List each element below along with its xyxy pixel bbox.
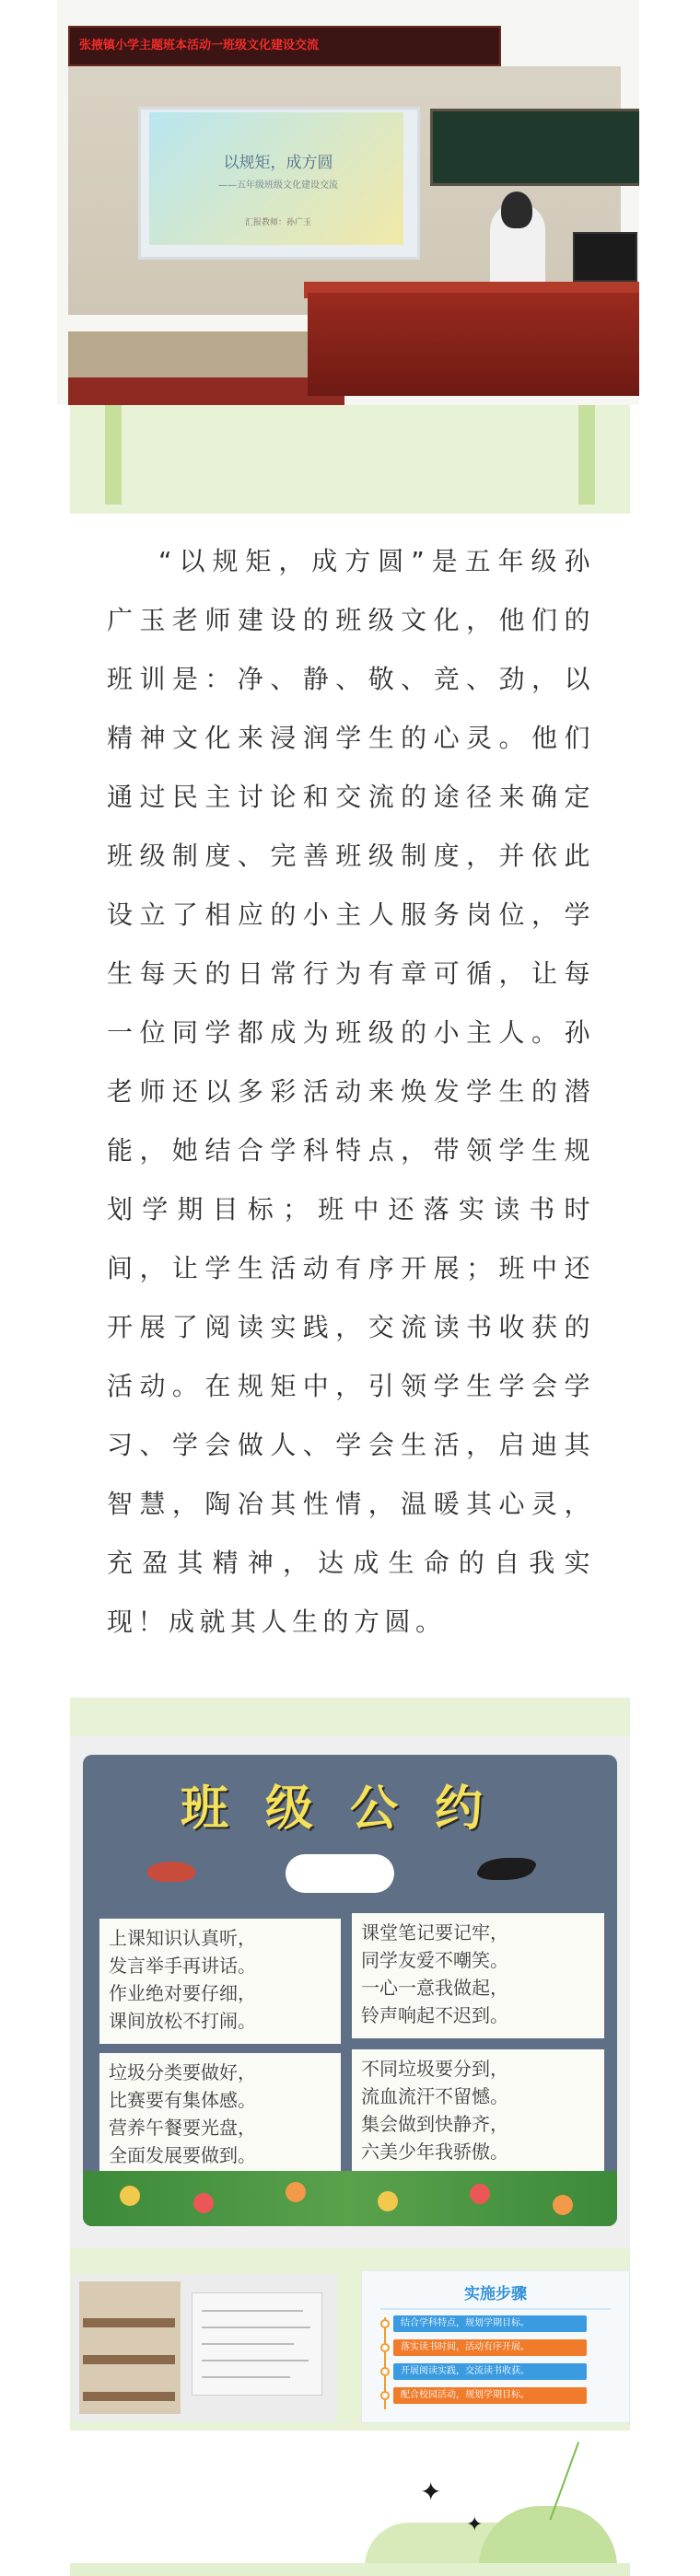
class-rules-photo xyxy=(70,1736,630,2248)
notice-line xyxy=(202,2360,309,2361)
step-marker-icon xyxy=(380,2319,390,2328)
swallow-decoration xyxy=(472,1858,541,1880)
step-marker-icon xyxy=(380,2343,390,2352)
swallow-icon: ✦ xyxy=(466,2513,484,2536)
implementation-steps-slide xyxy=(361,2270,630,2423)
class-rules-board xyxy=(83,1755,617,2226)
shelf-row xyxy=(83,2355,175,2364)
classroom-photo xyxy=(57,0,639,405)
footer-bar xyxy=(70,2563,630,2576)
rule-line: 比赛要有集体感。 xyxy=(109,2089,256,2111)
rule-line: 集会做到快静齐， xyxy=(361,2113,508,2135)
rule-line: 不同垃圾要分到， xyxy=(361,2058,508,2080)
flower-icon xyxy=(553,2195,573,2215)
rule-line: 课间放松不打闹。 xyxy=(109,2010,256,2032)
flower-icon xyxy=(378,2191,398,2211)
podium xyxy=(308,293,639,396)
flower-decoration xyxy=(83,2171,617,2226)
bookshelf xyxy=(79,2281,181,2414)
article-paragraph: “以规矩，成方圆”是五年级孙广玉老师建设的班级文化，他们的班训是：净、静、敬、竞、劲，以精神文化来浸润学生的心灵。他们通过民主讨论和交流的途径来确定班级制度、完善班级制度，并依此设立了相应的小主人服务岗位，学生每天的日常行为有章可循，让每一位同学都成为班级的小主人。孙老师还以多彩活动来焕发学生的潜能，她结合学科特点，带领学生规划学期目标；班中还落实读书时间，让学生活动有序开展；班中还开展了阅读实践，交流读书收获的活动。在规矩中，引领学生学会学习、学会做人、学会生活，启迪其智慧，陶冶其性情，温暖其心灵，充盈其精神，达成生命的自我实现！成就其人生的方圆。 xyxy=(107,546,595,1637)
rule-line: 作业绝对要仔细， xyxy=(109,1982,256,2004)
rule-line: 垃圾分类要做好， xyxy=(109,2061,256,2083)
step-item: 落实读书时间，活动有序开展。 xyxy=(393,2339,587,2356)
rule-line: 一心一意我做起， xyxy=(361,1977,508,1999)
rules-panel-4 xyxy=(352,2049,604,2175)
posted-notice xyxy=(192,2292,322,2396)
flower-icon xyxy=(193,2193,214,2213)
rule-line: 课堂笔记要记牢， xyxy=(361,1921,508,1944)
cloud-decoration xyxy=(286,1854,394,1893)
notice-line xyxy=(202,2376,290,2378)
slide-footer: 汇报教师：孙广玉 xyxy=(244,218,311,227)
rule-line: 营养午餐要光盘， xyxy=(109,2117,256,2139)
rule-line: 发言举手再讲话。 xyxy=(109,1955,256,1977)
slide-subtitle: ——五年级班级文化建设交流 xyxy=(218,180,338,191)
decor-pillar-left xyxy=(105,405,122,505)
slide-title: 以规矩，成方圆 xyxy=(223,154,333,172)
rules-panel-1 xyxy=(99,1919,341,2044)
rule-line: 上课知识认真听， xyxy=(109,1927,256,1949)
speaker-head xyxy=(501,191,532,228)
rule-line: 铃声响起不迟到。 xyxy=(361,2004,508,2026)
event-banner: 张掖镇小学主题班本活动一班级文化建设交流 xyxy=(68,26,501,66)
red-carpet xyxy=(68,377,344,405)
flower-icon xyxy=(470,2184,490,2204)
shelf-row xyxy=(83,2392,175,2401)
step-item: 开展阅读实践，交流读书收获。 xyxy=(393,2363,587,2380)
rule-line: 流血流汗不留憾。 xyxy=(361,2085,508,2107)
steps-divider xyxy=(380,2308,611,2310)
notice-line xyxy=(202,2343,294,2345)
bird-decoration xyxy=(147,1862,195,1882)
steps-title: 实施步骤 xyxy=(464,2285,527,2303)
rule-line: 六美少年我骄傲。 xyxy=(361,2141,508,2163)
swallow-icon: ✦ xyxy=(420,2477,442,2507)
board-title: 班级公约 xyxy=(180,1781,519,1837)
rule-line: 全面发展要做到。 xyxy=(109,2144,256,2166)
rule-line: 同学友爱不嘲笑。 xyxy=(361,1949,508,1971)
flower-icon xyxy=(286,2182,306,2202)
flower-icon xyxy=(120,2186,140,2206)
shelf-row xyxy=(83,2318,175,2327)
step-item: 配合校园活动，规划学期目标。 xyxy=(393,2387,587,2404)
presentation-slide xyxy=(149,112,403,245)
computer-monitor xyxy=(573,232,637,282)
rules-panel-2 xyxy=(352,1913,604,2038)
step-item: 结合学科特点，规划学期目标。 xyxy=(393,2315,587,2332)
step-marker-icon xyxy=(380,2391,390,2400)
article-card xyxy=(70,514,630,1698)
notice-line xyxy=(202,2327,310,2328)
step-marker-icon xyxy=(380,2367,390,2376)
rules-panel-3 xyxy=(99,2053,341,2178)
decor-pillar-right xyxy=(578,405,595,505)
blackboard xyxy=(430,109,639,186)
notice-line xyxy=(202,2310,303,2312)
classroom-corner-photo xyxy=(72,2274,337,2421)
